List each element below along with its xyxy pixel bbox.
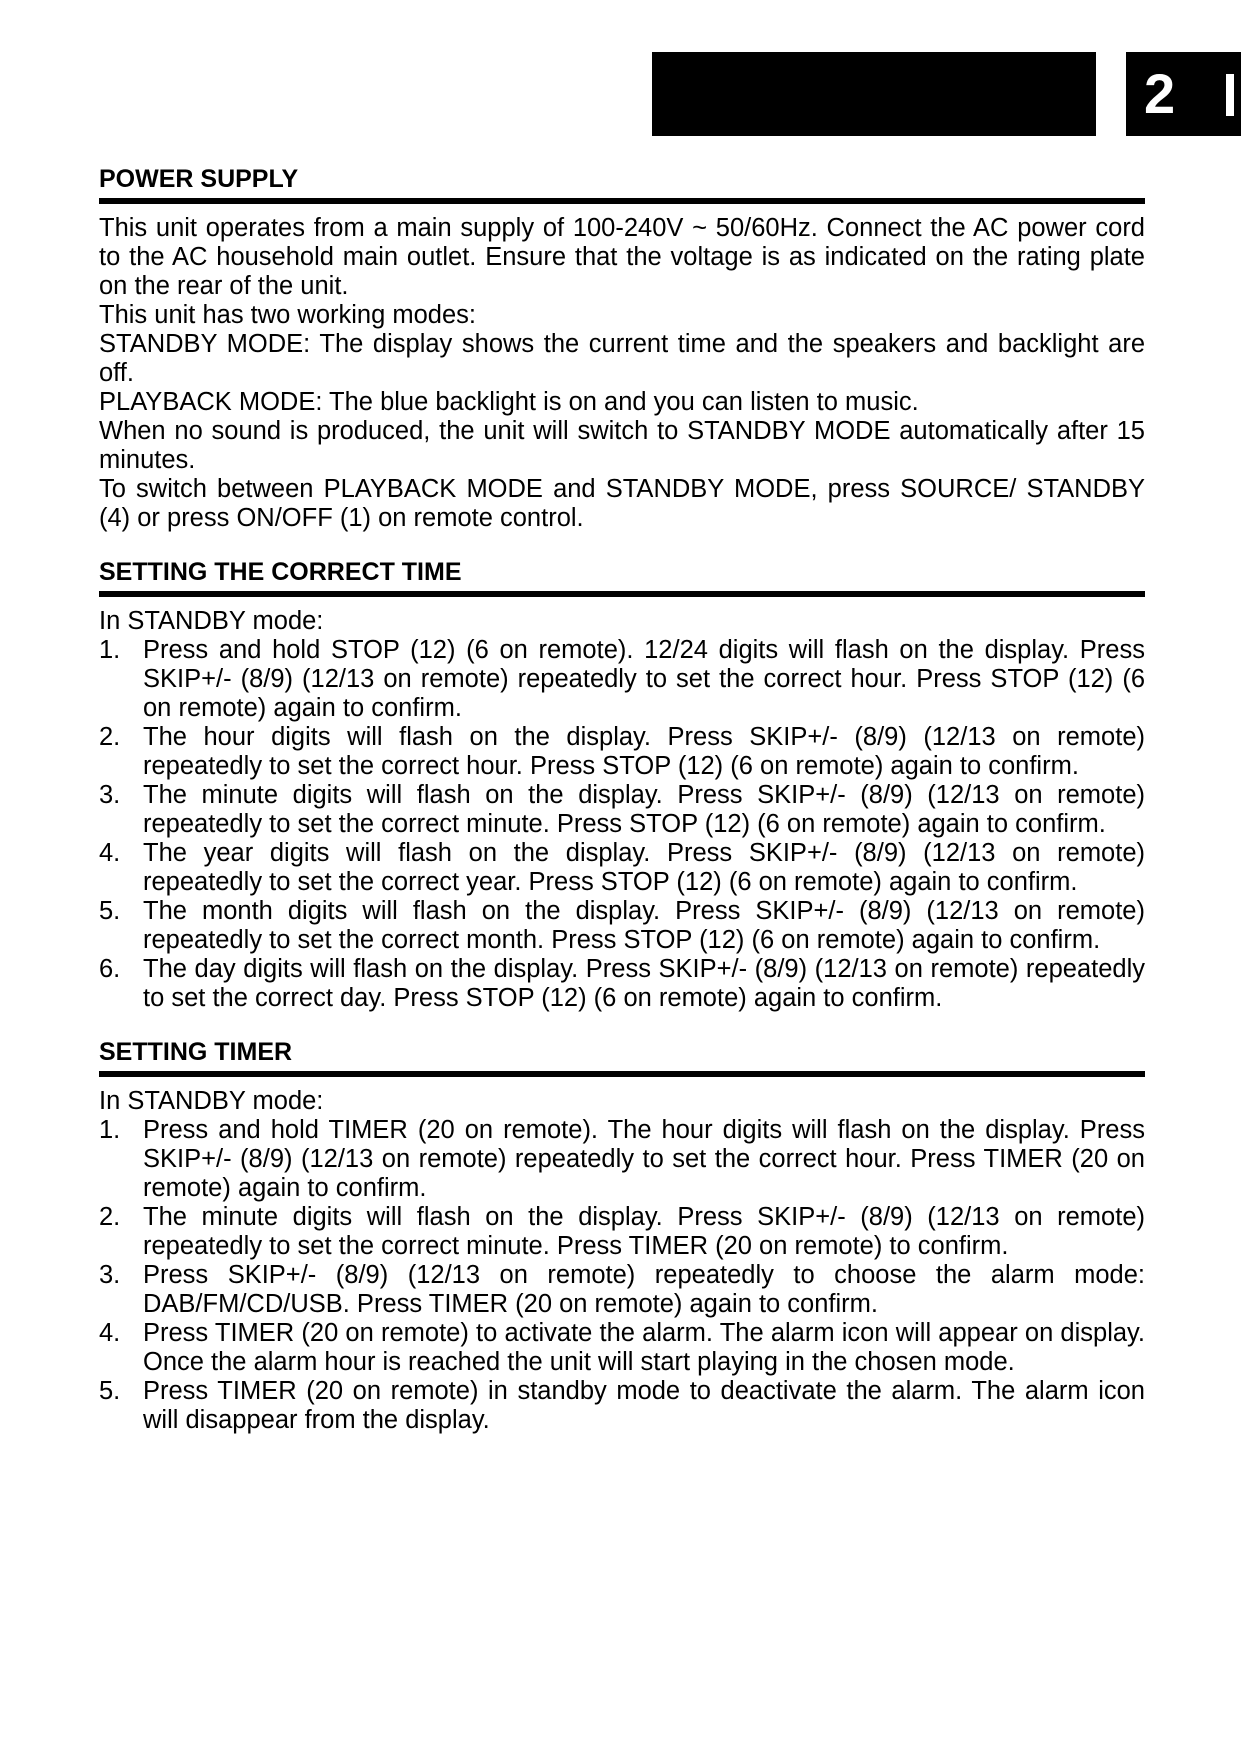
list-item <box>99 723 1145 781</box>
step-text: The minute digits will flash on the display. Press SKIP+/- (8/9) (12/13 on remote) repeatedly to set the correct minute. Press STOP (12) (6 on remote) again to confirm. <box>143 781 1145 838</box>
step-text: The day digits will flash on the display. Press SKIP+/- (8/9) (12/13 on remote) repeatedly to set the correct day. Press STOP (12) (6 on remote) again to confirm. <box>143 955 1145 1012</box>
page-number: 2 <box>1144 62 1176 125</box>
list-item <box>99 839 1145 897</box>
step-text: The year digits will flash on the display. Press SKIP+/- (8/9) (12/13 on remote) repeatedly to set the correct year. Press STOP (12) (6 on remote) again to confirm. <box>143 839 1145 896</box>
list-item <box>99 1203 1145 1261</box>
step-number: 2. <box>99 723 121 751</box>
section-power-supply <box>99 164 1145 533</box>
list-item <box>99 955 1145 1013</box>
page-content <box>99 164 1145 1459</box>
section-intro: In STANDBY mode: <box>99 1087 324 1115</box>
step-number: 1. <box>99 1116 121 1144</box>
section-setting-timer <box>99 1037 1145 1435</box>
section-title: POWER SUPPLY <box>99 165 299 193</box>
section-rule <box>99 591 1145 597</box>
step-number: 4. <box>99 1319 121 1347</box>
step-text: Press SKIP+/- (8/9) (12/13 on remote) repeatedly to choose the alarm mode: DAB/FM/CD/USB. Press TIMER (20 on remote) again to confirm. <box>143 1261 1145 1318</box>
step-text: Press TIMER (20 on remote) in standby mode to deactivate the alarm. The alarm icon will disappear from the display. <box>143 1377 1145 1434</box>
step-text: Press and hold TIMER (20 on remote). The hour digits will flash on the display. Press SKIP+/- (8/9) (12/13 on remote) repeatedly to set the correct hour. Press TIMER (20 on remote) again to confirm. <box>143 1116 1145 1202</box>
step-number: 5. <box>99 1377 121 1405</box>
section-intro: In STANDBY mode: <box>99 607 324 635</box>
step-text: The minute digits will flash on the display. Press SKIP+/- (8/9) (12/13 on remote) repeatedly to set the correct minute. Press TIMER (20 on remote) to confirm. <box>143 1203 1145 1260</box>
list-item <box>99 781 1145 839</box>
list-item <box>99 1319 1145 1377</box>
paragraph: PLAYBACK MODE: The blue backlight is on and you can listen to music. <box>99 388 919 416</box>
step-number: 1. <box>99 636 121 664</box>
step-list <box>99 636 1145 1013</box>
step-text: The month digits will flash on the display. Press SKIP+/- (8/9) (12/13 on remote) repeatedly to set the correct month. Press STOP (12) (6 on remote) again to confirm. <box>143 897 1145 954</box>
list-item <box>99 1377 1145 1435</box>
paragraph: STANDBY MODE: The display shows the current time and the speakers and backlight are off. <box>99 330 1145 387</box>
list-item <box>99 897 1145 955</box>
section-rule <box>99 198 1145 204</box>
paragraph: This unit operates from a main supply of 100-240V ~ 50/60Hz. Connect the AC power cord to the AC household main outlet. Ensure that the voltage is as indicated on the rating plate on the rear of the unit. <box>99 214 1145 300</box>
section-title: SETTING TIMER <box>99 1038 293 1066</box>
step-number: 4. <box>99 839 121 867</box>
step-number: 3. <box>99 1261 121 1289</box>
paragraph: This unit has two working modes: <box>99 301 476 329</box>
list-item <box>99 1261 1145 1319</box>
header-black-box <box>652 52 1096 136</box>
step-number: 6. <box>99 955 121 983</box>
step-text: The hour digits will flash on the display. Press SKIP+/- (8/9) (12/13 on remote) repeatedly to set the correct hour. Press STOP (12) (6 on remote) again to confirm. <box>143 723 1145 780</box>
step-list <box>99 1116 1145 1435</box>
step-text: Press TIMER (20 on remote) to activate the alarm. The alarm icon will appear on display. Once the alarm hour is reached the unit will start playing in the chosen mode. <box>143 1319 1145 1376</box>
list-item <box>99 636 1145 723</box>
section-rule <box>99 1071 1145 1077</box>
step-number: 5. <box>99 897 121 925</box>
step-text: Press and hold STOP (12) (6 on remote). 12/24 digits will flash on the display. Press SKIP+/- (8/9) (12/13 on remote) repeatedly to set the correct hour. Press STOP (12) (6 on remote) again to confirm. <box>143 636 1145 722</box>
paragraph: To switch between PLAYBACK MODE and STANDBY MODE, press SOURCE/ STANDBY (4) or press ON/OFF (1) on remote control. <box>99 475 1145 532</box>
section-title: SETTING THE CORRECT TIME <box>99 558 462 586</box>
page-number-tab <box>1126 52 1241 136</box>
step-number: 3. <box>99 781 121 809</box>
section-setting-time <box>99 557 1145 1013</box>
paragraph: When no sound is produced, the unit will switch to STANDBY MODE automatically after 15 minutes. <box>99 417 1145 474</box>
list-item <box>99 1116 1145 1203</box>
step-number: 2. <box>99 1203 121 1231</box>
tab-bar-mark <box>1226 74 1234 116</box>
